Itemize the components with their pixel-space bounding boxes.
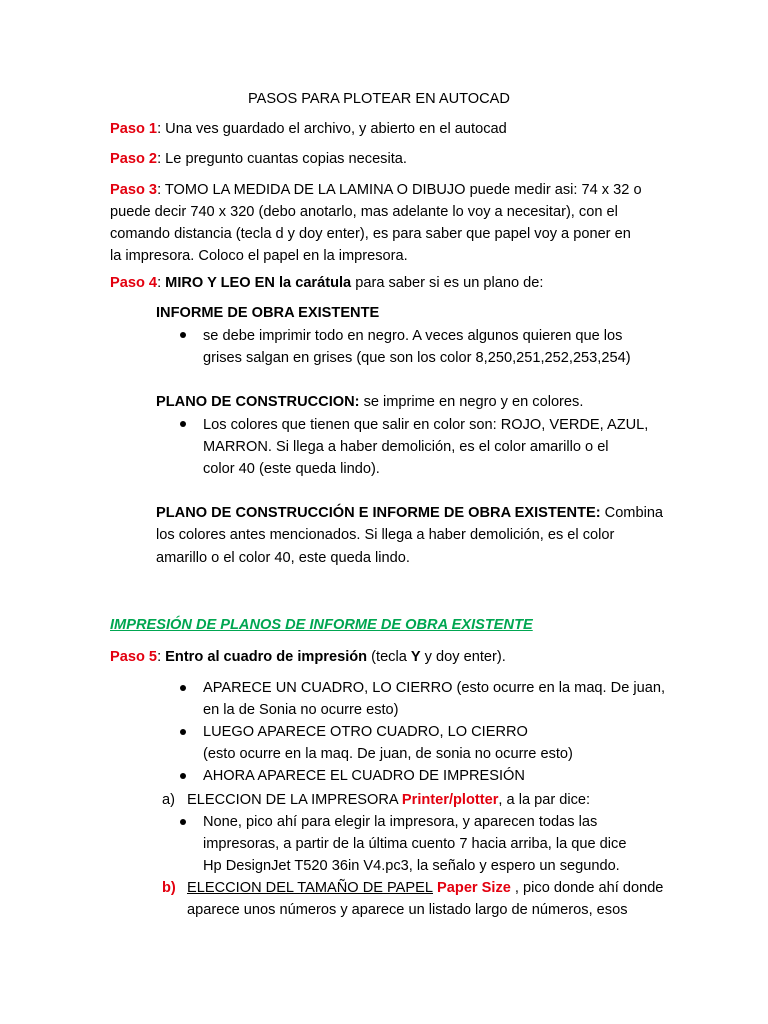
bullet-dot	[180, 773, 186, 779]
item-b-line	[187, 877, 663, 899]
item-a-line	[187, 789, 590, 811]
paso-4-label: Paso 4	[110, 275, 158, 291]
combinado-heading: PLANO DE CONSTRUCCIÓN E INFORME DE OBRA EXISTENTE:	[156, 505, 601, 521]
bullet-dot	[180, 421, 186, 427]
paso-2	[110, 148, 407, 170]
item-a-bullet-line-3: Hp DesignJet T520 36in V4.pc3, la señalo y espero un segundo.	[203, 858, 620, 874]
construccion-heading-line	[156, 391, 583, 413]
paso-3-text: : TOMO LA MEDIDA DE LA LAMINA O DIBUJO puede medir asi: 74 x 32 o	[157, 182, 642, 198]
item-a-text-2: , a la par dice:	[498, 792, 591, 808]
item-a-text: ELECCION DE LA IMPRESORA	[187, 792, 402, 808]
paso-3-line-1	[110, 179, 642, 201]
paso-5	[110, 646, 506, 668]
paso-4	[110, 272, 543, 294]
paso-3-line-2: puede decir 740 x 320 (debo anotarlo, mas adelante lo voy a necesitar), con el	[110, 204, 618, 220]
item-b-line-2: aparece unos números y aparece un listado largo de números, esos	[187, 902, 628, 918]
paso-3-line-4: la impresora. Coloco el papel en la impresora.	[110, 248, 408, 264]
combinado-text: Combina	[600, 505, 664, 521]
item-b-text-2: , pico donde ahí donde	[510, 880, 664, 896]
item-b-text: ELECCION DEL TAMAÑO DE PAPEL	[187, 880, 433, 896]
section-heading-impresion: IMPRESIÓN DE PLANOS DE INFORME DE OBRA EXISTENTE	[110, 617, 533, 633]
paso-3-line-3: comando distancia (tecla d y doy enter), es para saber que papel voy a poner en	[110, 226, 631, 242]
construccion-bullet-1-line-2: MARRON. Si llega a haber demolición, es el color amarillo o el	[203, 439, 609, 455]
item-a-bullet-line-2: impresoras, a partir de la última cuento 7 hacia arriba, la que dice	[203, 836, 627, 852]
paso-3-label: Paso 3	[110, 182, 158, 198]
paso-5-text-2: y doy enter).	[420, 649, 506, 665]
paso-4-sep: :	[157, 275, 166, 291]
paso-5-bullet-3: AHORA APARECE EL CUADRO DE IMPRESIÓN	[203, 768, 525, 784]
paso-5-bullet-1-line-1: APARECE UN CUADRO, LO CIERRO (esto ocurre en la maq. De juan,	[203, 680, 666, 696]
construccion-bullet-1-line-1: Los colores que tienen que salir en color son: ROJO, VERDE, AZUL,	[203, 417, 649, 433]
bullet-dot	[180, 819, 186, 825]
paso-5-bullet-1-line-2: en la de Sonia no ocurre esto)	[203, 702, 399, 718]
paso-2-label: Paso 2	[110, 151, 158, 167]
page-title: PASOS PARA PLOTEAR EN AUTOCAD	[248, 91, 510, 107]
bullet-dot	[180, 685, 186, 691]
paso-5-bullet-2-line-1: LUEGO APARECE OTRO CUADRO, LO CIERRO	[203, 724, 528, 740]
item-a-bullet-line-1: None, pico ahí para elegir la impresora, y aparecen todas las	[203, 814, 598, 830]
paso-5-key: Y	[410, 649, 421, 665]
informe-heading: INFORME DE OBRA EXISTENTE	[156, 305, 380, 321]
combinado-heading-line	[156, 502, 663, 524]
paso-1-label: Paso 1	[110, 121, 158, 137]
paso-1	[110, 118, 507, 140]
combinado-line-2: los colores antes mencionados. Si llega a haber demolición, es el color	[156, 527, 615, 543]
paso-5-bold: Entro al cuadro de impresión	[165, 649, 368, 665]
paso-5-bullet-2-line-2: (esto ocurre en la maq. De juan, de sonia no ocurre esto)	[203, 746, 573, 762]
bullet-dot	[180, 332, 186, 338]
paso-4-text: para saber si es un plano de:	[351, 275, 544, 291]
combinado-line-3: amarillo o el color 40, este queda lindo.	[156, 550, 410, 566]
item-b-marker: b)	[162, 880, 176, 896]
informe-bullet-1-line-2: grises salgan en grises (que son los color 8,250,251,252,253,254)	[203, 350, 631, 366]
paso-1-text: : Una ves guardado el archivo, y abierto en el autocad	[157, 121, 507, 137]
item-a-marker: a)	[162, 792, 175, 808]
paso-5-text-1: (tecla	[367, 649, 411, 665]
bullet-dot	[180, 729, 186, 735]
paso-5-sep: :	[157, 649, 166, 665]
construccion-bullet-1-line-3: color 40 (este queda lindo).	[203, 461, 380, 477]
item-a-red: Printer/plotter	[401, 792, 499, 808]
paso-2-text: : Le pregunto cuantas copias necesita.	[157, 151, 407, 167]
construccion-text: se imprime en negro y en colores.	[359, 394, 584, 410]
paso-5-label: Paso 5	[110, 649, 158, 665]
construccion-heading: PLANO DE CONSTRUCCION:	[156, 394, 360, 410]
paso-4-bold: MIRO Y LEO EN la carátula	[165, 275, 352, 291]
item-b-red: Paper Size	[433, 880, 511, 896]
informe-bullet-1-line-1: se debe imprimir todo en negro. A veces algunos quieren que los	[203, 328, 623, 344]
